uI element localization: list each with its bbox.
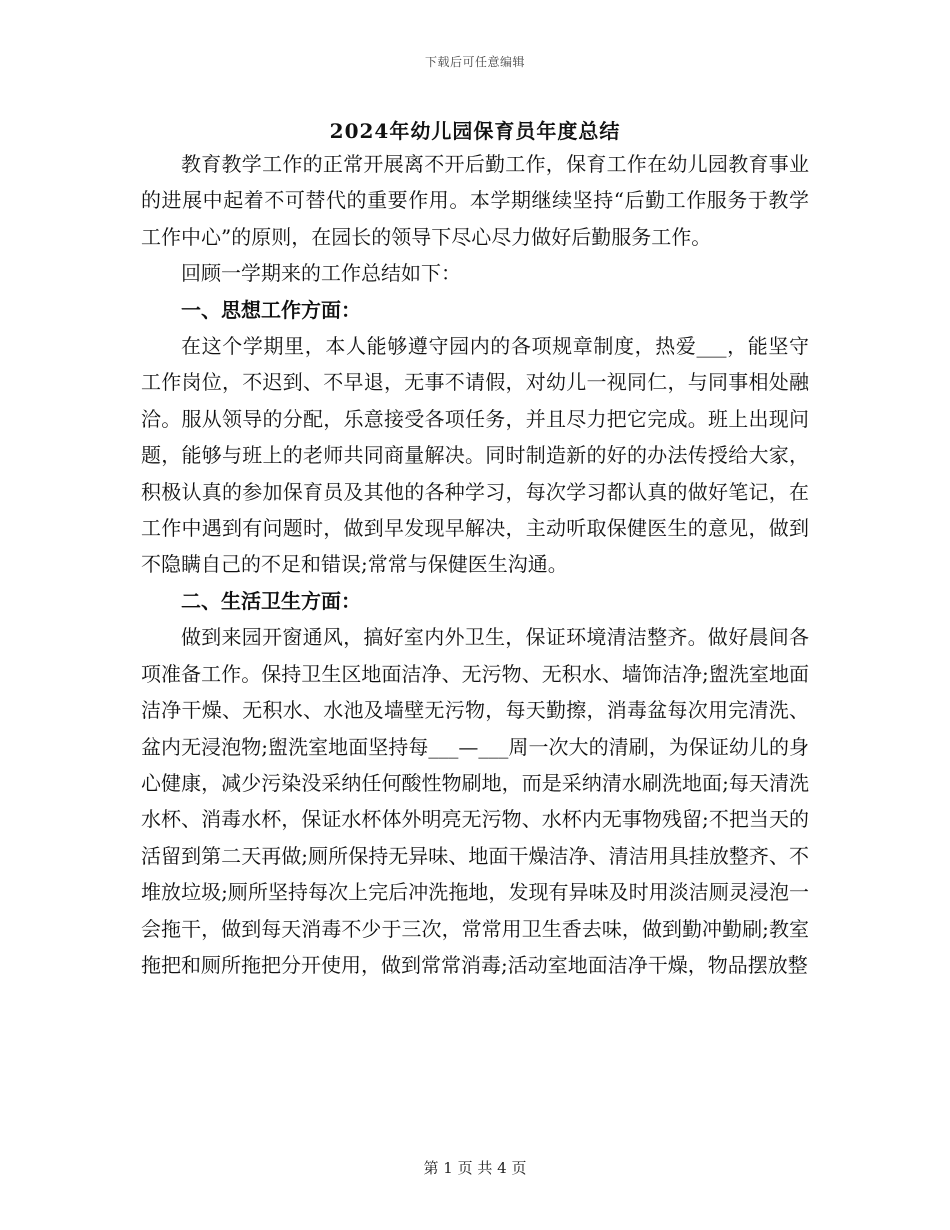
summary-lead-paragraph: 回顾一学期来的工作总结如下： — [181, 261, 461, 286]
document-body — [141, 146, 809, 983]
section-text-thought: 在这个学期里，本人能够遵守园内的各项规章制度，热爱___，能坚守工作岗位，不迟到、不早退，无事不请假，对幼儿一视同仁，与同事相处融洽。服从领导的分配，乐意接受各项任务，并且尽力把它完成。班上出现问题，能够与班上的老师共同商量解决。同时制造新的好的办法传授给大家，积极认真的参加保育员及其他的各种学习，每次学习都认真的做好笔记，在工作中遇到有问题时，做到早发现早解决，主动听取保健医生的意见，做到不隐瞒自己的不足和错误;常常与保健医生沟通。 — [141, 334, 809, 577]
section-text-hygiene: 做到来园开窗通风，搞好室内外卫生，保证环境清洁整齐。做好晨间各项准备工作。保持卫生区地面洁净、无污物、无积水、墙饰洁净;盥洗室地面洁净干燥、无积水、水池及墙壁无污物，每天勤擦，消毒盆每次用完清洗、盆内无浸泡物;盥洗室地面坚持每___—___周一次大的清刷，为保证幼儿的身心健康，减少污染没采纳任何酸性物刷地，而是采纳清水刷洗地面;每天清洗水杯、消毒水杯，保证水杯体外明亮无污物、水杯内无事物残留;不把当天的活留到第二天再做;厕所保持无异味、地面干燥洁净、清洁用具挂放整齐、不堆放垃圾;厕所坚持每次上完后冲洗拖地，发现有异味及时用淡洁厕灵浸泡一会拖干，做到每天消毒不少于三次，常常用卫生香去味，做到勤冲勤刷;教室拖把和厕所拖把分开使用，做到常常消毒;活动室地面洁净干燥，物品摆放整 — [141, 625, 809, 977]
intro-paragraph: 教育教学工作的正常开展离不开后勤工作，保育工作在幼儿园教育事业的进展中起着不可替代的重要作用。本学期继续坚持“后勤工作服务于教学工作中心”的原则，在园长的领导下尽心尽力做好后勤服务工作。 — [141, 152, 809, 249]
section-heading-hygiene: 二、生活卫生方面： — [181, 588, 361, 613]
section-heading-thought: 一、思想工作方面： — [181, 297, 361, 322]
page-footer: 第 1 页 共 4 页 — [423, 1159, 527, 1177]
document-title: 2024年幼儿园保育员年度总结 — [329, 119, 621, 143]
header-note: 下载后可任意编辑 — [424, 55, 525, 69]
